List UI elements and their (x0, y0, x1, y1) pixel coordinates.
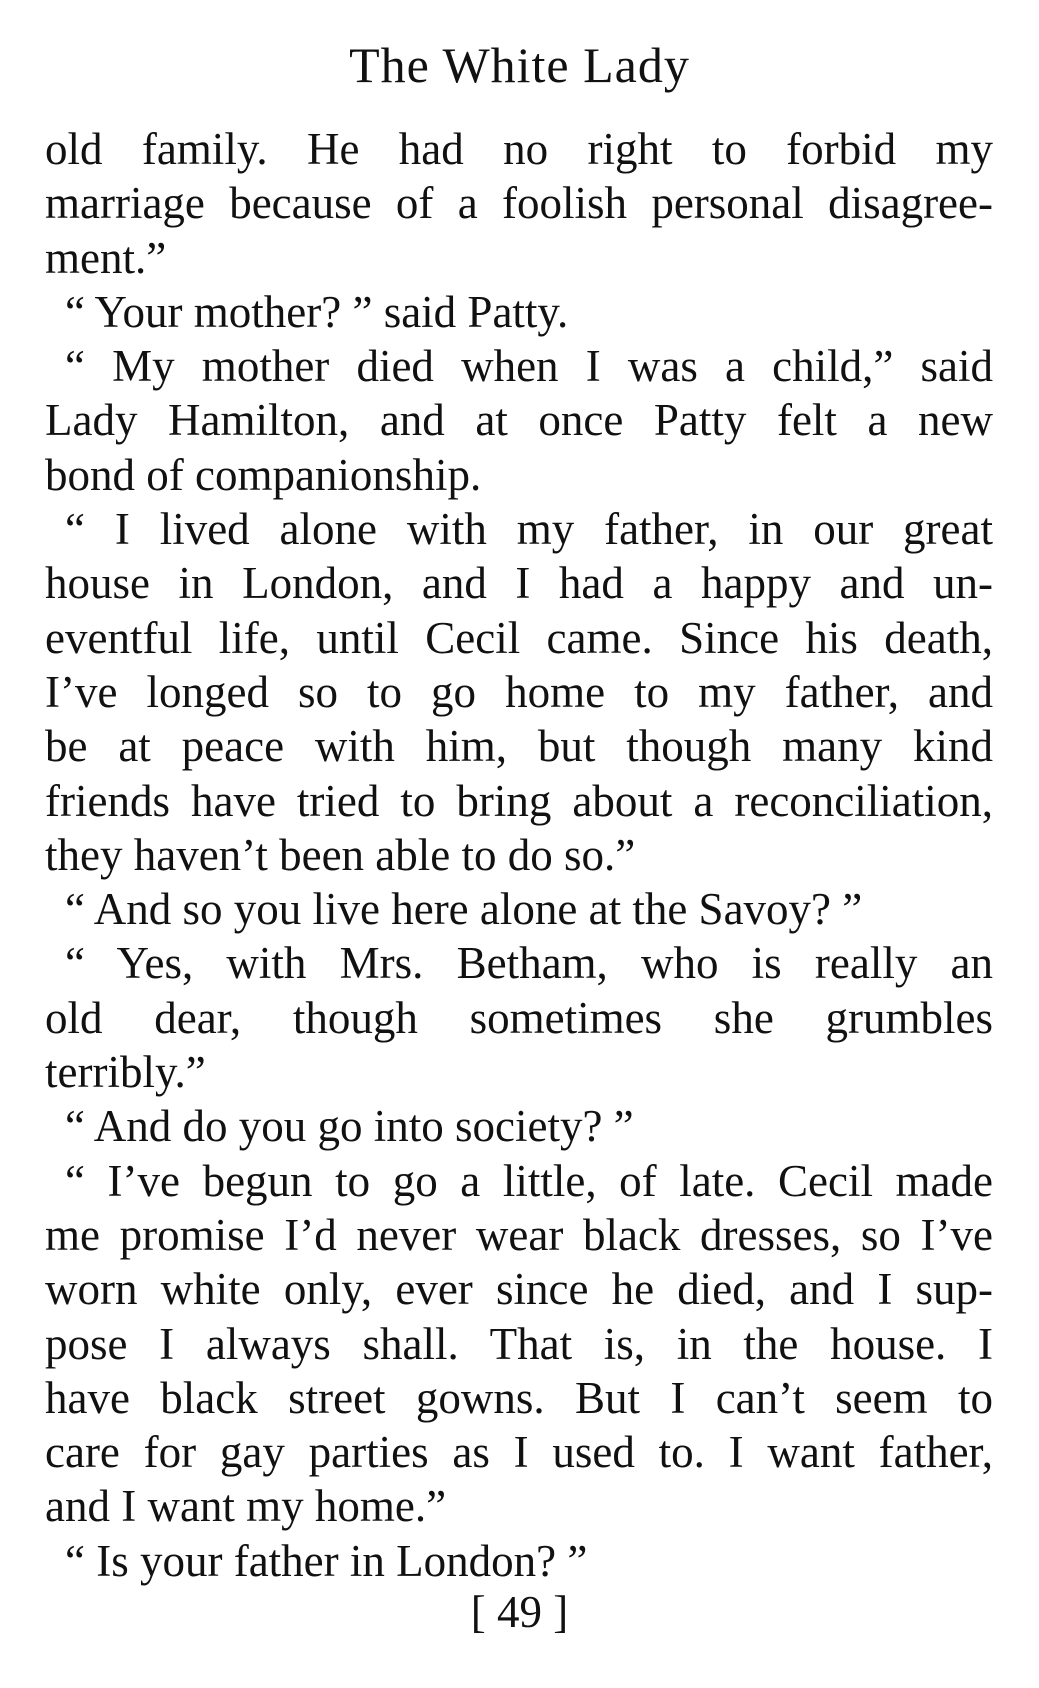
text-line: they haven’t been able to do so.” (45, 829, 636, 880)
text-line: “ I lived alone with my father, in our great (65, 504, 993, 555)
text-line: “ And so you live here alone at the Savoy? ” (65, 884, 863, 935)
text-line: “ Your mother? ” said Patty. (65, 286, 569, 337)
text-line: have black street gowns. But I can’t seem to (45, 1372, 993, 1423)
text-line: old family. He had no right to forbid my (45, 124, 993, 174)
text-line: care for gay parties as I used to. I want father, (45, 1427, 993, 1478)
text-line: “ Is your father in London? ” (65, 1535, 588, 1586)
text-line: be at peace with him, but though many kind (45, 721, 993, 772)
text-line: “ My mother died when I was a child,” said (65, 341, 993, 392)
text-line: friends have tried to bring about a reconciliation, (45, 775, 993, 826)
running-title: The White Lady (349, 37, 690, 93)
text-line: Lady Hamilton, and at once Patty felt a new (45, 395, 993, 446)
text-line: worn white only, ever since he died, and I sup- (45, 1264, 993, 1315)
text-line: bond of companionship. (45, 449, 482, 500)
text-line: “ I’ve begun to go a little, of late. Cecil made (65, 1155, 993, 1206)
text-line: me promise I’d never wear black dresses, so I’ve (45, 1209, 993, 1260)
text-line: “ Yes, with Mrs. Betham, who is really an (65, 938, 993, 989)
text-line: I’ve longed so to go home to my father, and (45, 666, 993, 717)
text-line: house in London, and I had a happy and un- (45, 558, 993, 609)
text-line: ment.” (45, 232, 167, 283)
text-line: pose I always shall. That is, in the house. I (45, 1318, 993, 1369)
body-text (45, 122, 993, 1588)
text-line: and I want my home.” (45, 1481, 447, 1532)
text-line: old dear, though sometimes she grumbles (45, 992, 993, 1043)
text-line: “ And do you go into society? ” (65, 1101, 634, 1152)
text-line: eventful life, until Cecil came. Since his death, (45, 612, 993, 663)
page-number: [ 49 ] (470, 1587, 569, 1637)
text-line: terribly.” (45, 1047, 206, 1098)
text-line: marriage because of a foolish personal disagree- (45, 178, 993, 229)
